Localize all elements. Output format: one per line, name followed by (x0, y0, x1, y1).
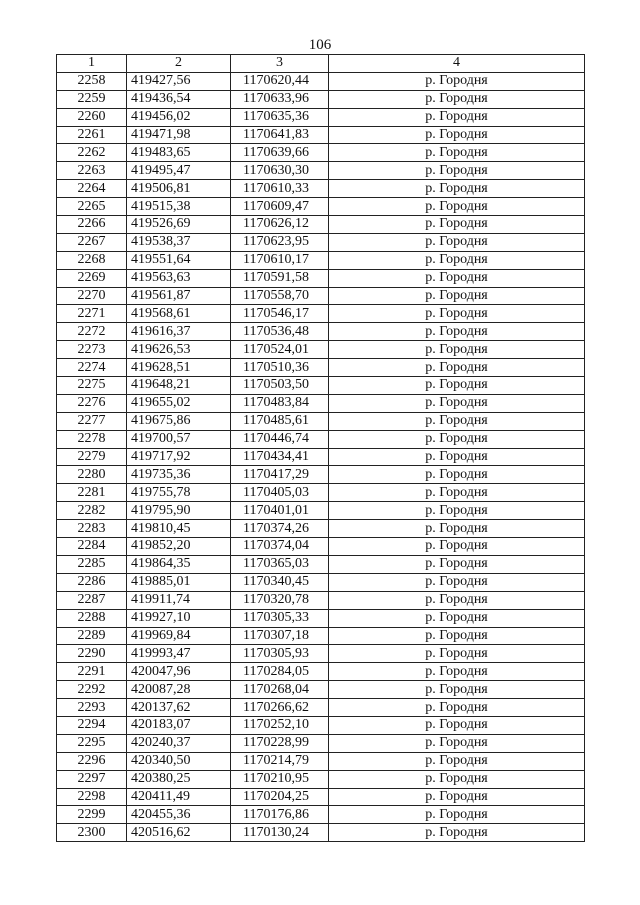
y-coordinate-cell: 1170446,74 (231, 430, 329, 448)
description-cell: р. Городня (329, 555, 585, 573)
table-row (57, 126, 585, 144)
point-number-cell: 2299 (57, 806, 127, 824)
description-cell: р. Городня (329, 323, 585, 341)
description-cell: р. Городня (329, 484, 585, 502)
table-body (57, 72, 585, 841)
x-coordinate-cell: 419755,78 (127, 484, 231, 502)
coordinates-table (56, 54, 585, 842)
description-cell: р. Городня (329, 144, 585, 162)
description-cell: р. Городня (329, 645, 585, 663)
y-coordinate-cell: 1170365,03 (231, 555, 329, 573)
description-cell: р. Городня (329, 734, 585, 752)
table-row (57, 144, 585, 162)
x-coordinate-cell: 419427,56 (127, 72, 231, 90)
description-cell: р. Городня (329, 627, 585, 645)
point-number-cell: 2285 (57, 555, 127, 573)
x-coordinate-cell: 419515,38 (127, 198, 231, 216)
description-cell: р. Городня (329, 663, 585, 681)
description-cell: р. Городня (329, 806, 585, 824)
point-number-cell: 2290 (57, 645, 127, 663)
y-coordinate-cell: 1170305,33 (231, 609, 329, 627)
y-coordinate-cell: 1170639,66 (231, 144, 329, 162)
table-row (57, 180, 585, 198)
table-row (57, 251, 585, 269)
table-row (57, 484, 585, 502)
description-cell: р. Городня (329, 538, 585, 556)
point-number-cell: 2295 (57, 734, 127, 752)
x-coordinate-cell: 420087,28 (127, 681, 231, 699)
table-row (57, 681, 585, 699)
y-coordinate-cell: 1170641,83 (231, 126, 329, 144)
x-coordinate-cell: 419795,90 (127, 502, 231, 520)
y-coordinate-cell: 1170176,86 (231, 806, 329, 824)
y-coordinate-cell: 1170620,44 (231, 72, 329, 90)
point-number-cell: 2286 (57, 573, 127, 591)
table-row (57, 233, 585, 251)
x-coordinate-cell: 420183,07 (127, 716, 231, 734)
description-cell: р. Городня (329, 448, 585, 466)
x-coordinate-cell: 419483,65 (127, 144, 231, 162)
y-coordinate-cell: 1170485,61 (231, 412, 329, 430)
point-number-cell: 2279 (57, 448, 127, 466)
point-number-cell: 2273 (57, 341, 127, 359)
description-cell: р. Городня (329, 251, 585, 269)
description-cell: р. Городня (329, 699, 585, 717)
y-coordinate-cell: 1170524,01 (231, 341, 329, 359)
description-cell: р. Городня (329, 788, 585, 806)
table-row (57, 609, 585, 627)
table-row (57, 752, 585, 770)
description-cell: р. Городня (329, 126, 585, 144)
table-row (57, 323, 585, 341)
table-row (57, 627, 585, 645)
y-coordinate-cell: 1170268,04 (231, 681, 329, 699)
y-coordinate-cell: 1170610,33 (231, 180, 329, 198)
table-row (57, 216, 585, 234)
y-coordinate-cell: 1170483,84 (231, 394, 329, 412)
table-row (57, 198, 585, 216)
description-cell: р. Городня (329, 216, 585, 234)
y-coordinate-cell: 1170609,47 (231, 198, 329, 216)
description-cell: р. Городня (329, 198, 585, 216)
point-number-cell: 2277 (57, 412, 127, 430)
y-coordinate-cell: 1170558,70 (231, 287, 329, 305)
table-row (57, 502, 585, 520)
y-coordinate-cell: 1170374,26 (231, 520, 329, 538)
table-row (57, 716, 585, 734)
point-number-cell: 2281 (57, 484, 127, 502)
x-coordinate-cell: 419626,53 (127, 341, 231, 359)
point-number-cell: 2283 (57, 520, 127, 538)
description-cell: р. Городня (329, 591, 585, 609)
point-number-cell: 2278 (57, 430, 127, 448)
x-coordinate-cell: 419616,37 (127, 323, 231, 341)
header-col-4: 4 (329, 55, 585, 73)
table-row (57, 770, 585, 788)
y-coordinate-cell: 1170340,45 (231, 573, 329, 591)
table-row (57, 538, 585, 556)
point-number-cell: 2291 (57, 663, 127, 681)
table-row (57, 394, 585, 412)
x-coordinate-cell: 419648,21 (127, 377, 231, 395)
table-row (57, 824, 585, 842)
description-cell: р. Городня (329, 681, 585, 699)
point-number-cell: 2268 (57, 251, 127, 269)
table-row (57, 699, 585, 717)
table-row (57, 90, 585, 108)
y-coordinate-cell: 1170503,50 (231, 377, 329, 395)
x-coordinate-cell: 420137,62 (127, 699, 231, 717)
x-coordinate-cell: 419471,98 (127, 126, 231, 144)
x-coordinate-cell: 419561,87 (127, 287, 231, 305)
table-row (57, 448, 585, 466)
x-coordinate-cell: 419700,57 (127, 430, 231, 448)
table-row (57, 162, 585, 180)
y-coordinate-cell: 1170307,18 (231, 627, 329, 645)
x-coordinate-cell: 419551,64 (127, 251, 231, 269)
table-row (57, 305, 585, 323)
y-coordinate-cell: 1170610,17 (231, 251, 329, 269)
point-number-cell: 2300 (57, 824, 127, 842)
x-coordinate-cell: 419563,63 (127, 269, 231, 287)
table-row (57, 734, 585, 752)
x-coordinate-cell: 419526,69 (127, 216, 231, 234)
table-row (57, 72, 585, 90)
table-row (57, 788, 585, 806)
description-cell: р. Городня (329, 108, 585, 126)
point-number-cell: 2265 (57, 198, 127, 216)
y-coordinate-cell: 1170405,03 (231, 484, 329, 502)
y-coordinate-cell: 1170374,04 (231, 538, 329, 556)
y-coordinate-cell: 1170401,01 (231, 502, 329, 520)
x-coordinate-cell: 420516,62 (127, 824, 231, 842)
point-number-cell: 2292 (57, 681, 127, 699)
description-cell: р. Городня (329, 502, 585, 520)
table-row (57, 555, 585, 573)
y-coordinate-cell: 1170284,05 (231, 663, 329, 681)
description-cell: р. Городня (329, 520, 585, 538)
description-cell: р. Городня (329, 269, 585, 287)
table-row (57, 377, 585, 395)
y-coordinate-cell: 1170626,12 (231, 216, 329, 234)
x-coordinate-cell: 419993,47 (127, 645, 231, 663)
description-cell: р. Городня (329, 394, 585, 412)
y-coordinate-cell: 1170536,48 (231, 323, 329, 341)
point-number-cell: 2271 (57, 305, 127, 323)
y-coordinate-cell: 1170210,95 (231, 770, 329, 788)
point-number-cell: 2289 (57, 627, 127, 645)
point-number-cell: 2266 (57, 216, 127, 234)
y-coordinate-cell: 1170623,95 (231, 233, 329, 251)
y-coordinate-cell: 1170417,29 (231, 466, 329, 484)
point-number-cell: 2264 (57, 180, 127, 198)
description-cell: р. Городня (329, 72, 585, 90)
description-cell: р. Городня (329, 573, 585, 591)
header-col-2: 2 (127, 55, 231, 73)
description-cell: р. Городня (329, 287, 585, 305)
description-cell: р. Городня (329, 609, 585, 627)
y-coordinate-cell: 1170510,36 (231, 359, 329, 377)
x-coordinate-cell: 420455,36 (127, 806, 231, 824)
table-row (57, 287, 585, 305)
x-coordinate-cell: 420047,96 (127, 663, 231, 681)
y-coordinate-cell: 1170633,96 (231, 90, 329, 108)
x-coordinate-cell: 420411,49 (127, 788, 231, 806)
x-coordinate-cell: 419927,10 (127, 609, 231, 627)
description-cell: р. Городня (329, 430, 585, 448)
table-row (57, 573, 585, 591)
y-coordinate-cell: 1170130,24 (231, 824, 329, 842)
y-coordinate-cell: 1170266,62 (231, 699, 329, 717)
point-number-cell: 2263 (57, 162, 127, 180)
table-row (57, 663, 585, 681)
description-cell: р. Городня (329, 770, 585, 788)
table-row (57, 341, 585, 359)
y-coordinate-cell: 1170320,78 (231, 591, 329, 609)
point-number-cell: 2297 (57, 770, 127, 788)
point-number-cell: 2261 (57, 126, 127, 144)
point-number-cell: 2280 (57, 466, 127, 484)
table-row (57, 591, 585, 609)
header-col-3: 3 (231, 55, 329, 73)
table-row (57, 108, 585, 126)
description-cell: р. Городня (329, 752, 585, 770)
description-cell: р. Городня (329, 466, 585, 484)
y-coordinate-cell: 1170214,79 (231, 752, 329, 770)
point-number-cell: 2262 (57, 144, 127, 162)
point-number-cell: 2269 (57, 269, 127, 287)
point-number-cell: 2284 (57, 538, 127, 556)
x-coordinate-cell: 419628,51 (127, 359, 231, 377)
x-coordinate-cell: 419655,02 (127, 394, 231, 412)
x-coordinate-cell: 419911,74 (127, 591, 231, 609)
x-coordinate-cell: 419675,86 (127, 412, 231, 430)
table-row (57, 430, 585, 448)
y-coordinate-cell: 1170252,10 (231, 716, 329, 734)
point-number-cell: 2272 (57, 323, 127, 341)
x-coordinate-cell: 419810,45 (127, 520, 231, 538)
point-number-cell: 2270 (57, 287, 127, 305)
table-row (57, 269, 585, 287)
description-cell: р. Городня (329, 377, 585, 395)
table-row (57, 520, 585, 538)
x-coordinate-cell: 420380,25 (127, 770, 231, 788)
table-row (57, 359, 585, 377)
x-coordinate-cell: 419864,35 (127, 555, 231, 573)
x-coordinate-cell: 420240,37 (127, 734, 231, 752)
description-cell: р. Городня (329, 716, 585, 734)
point-number-cell: 2258 (57, 72, 127, 90)
description-cell: р. Городня (329, 305, 585, 323)
x-coordinate-cell: 419436,54 (127, 90, 231, 108)
x-coordinate-cell: 419495,47 (127, 162, 231, 180)
y-coordinate-cell: 1170305,93 (231, 645, 329, 663)
table-row (57, 466, 585, 484)
point-number-cell: 2298 (57, 788, 127, 806)
point-number-cell: 2267 (57, 233, 127, 251)
x-coordinate-cell: 420340,50 (127, 752, 231, 770)
y-coordinate-cell: 1170204,25 (231, 788, 329, 806)
header-row (57, 55, 585, 73)
x-coordinate-cell: 419568,61 (127, 305, 231, 323)
point-number-cell: 2288 (57, 609, 127, 627)
point-number-cell: 2276 (57, 394, 127, 412)
point-number-cell: 2259 (57, 90, 127, 108)
point-number-cell: 2275 (57, 377, 127, 395)
x-coordinate-cell: 419852,20 (127, 538, 231, 556)
x-coordinate-cell: 419538,37 (127, 233, 231, 251)
x-coordinate-cell: 419969,84 (127, 627, 231, 645)
y-coordinate-cell: 1170635,36 (231, 108, 329, 126)
x-coordinate-cell: 419456,02 (127, 108, 231, 126)
description-cell: р. Городня (329, 341, 585, 359)
table-header (57, 55, 585, 73)
y-coordinate-cell: 1170434,41 (231, 448, 329, 466)
y-coordinate-cell: 1170591,58 (231, 269, 329, 287)
description-cell: р. Городня (329, 162, 585, 180)
point-number-cell: 2296 (57, 752, 127, 770)
table-row (57, 806, 585, 824)
point-number-cell: 2293 (57, 699, 127, 717)
point-number-cell: 2260 (57, 108, 127, 126)
description-cell: р. Городня (329, 412, 585, 430)
x-coordinate-cell: 419717,92 (127, 448, 231, 466)
y-coordinate-cell: 1170228,99 (231, 734, 329, 752)
point-number-cell: 2282 (57, 502, 127, 520)
x-coordinate-cell: 419506,81 (127, 180, 231, 198)
page-number: 106 (308, 37, 332, 53)
table-row (57, 645, 585, 663)
description-cell: р. Городня (329, 180, 585, 198)
description-cell: р. Городня (329, 359, 585, 377)
description-cell: р. Городня (329, 90, 585, 108)
table-row (57, 412, 585, 430)
description-cell: р. Городня (329, 824, 585, 842)
x-coordinate-cell: 419885,01 (127, 573, 231, 591)
point-number-cell: 2287 (57, 591, 127, 609)
description-cell: р. Городня (329, 233, 585, 251)
y-coordinate-cell: 1170546,17 (231, 305, 329, 323)
x-coordinate-cell: 419735,36 (127, 466, 231, 484)
point-number-cell: 2274 (57, 359, 127, 377)
y-coordinate-cell: 1170630,30 (231, 162, 329, 180)
point-number-cell: 2294 (57, 716, 127, 734)
header-col-1: 1 (57, 55, 127, 73)
